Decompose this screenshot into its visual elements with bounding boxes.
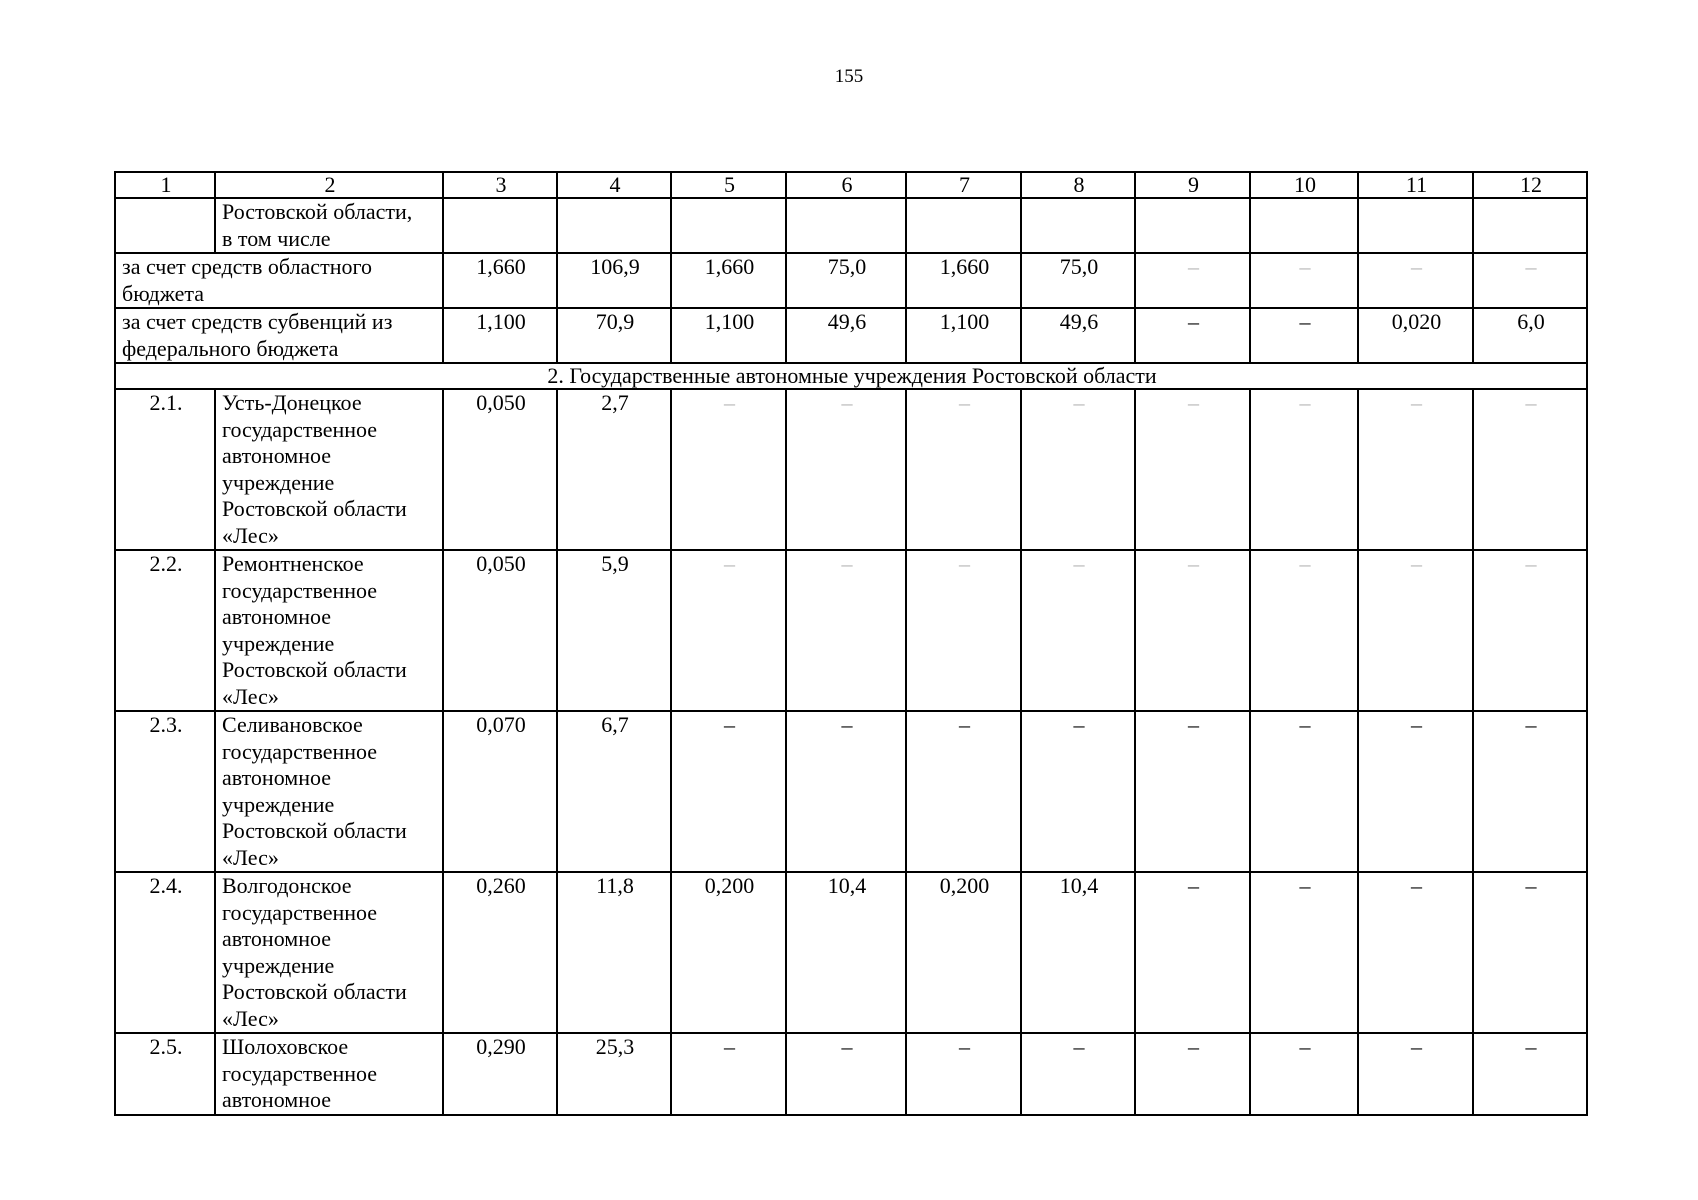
column-header: 12: [1473, 172, 1587, 198]
value-cell: –: [906, 389, 1021, 550]
empty-cell: [443, 198, 557, 253]
table-row: [115, 550, 1587, 711]
name-line: автономное: [222, 765, 332, 790]
name-line: учреждение: [222, 791, 335, 817]
name-line: Ростовской области: [222, 818, 407, 843]
name-line: Волгодонское: [222, 873, 352, 898]
value-cell: 49,6: [786, 308, 906, 363]
value-cell: –: [1473, 550, 1587, 711]
value-cell: 0,050: [443, 550, 557, 711]
value-cell: –: [1250, 711, 1358, 872]
value-cell: –: [1358, 711, 1473, 872]
table-row: [115, 711, 1587, 872]
value-cell: –: [906, 1033, 1021, 1115]
name-line: Ростовской области: [222, 496, 407, 521]
empty-cell: [1135, 198, 1250, 253]
value-cell: –: [1473, 389, 1587, 550]
empty-cell: [557, 198, 671, 253]
value-cell: –: [671, 389, 786, 550]
institution-name-cell: [215, 550, 443, 711]
value-cell: 10,4: [786, 872, 906, 1033]
name-line: государственное: [222, 416, 378, 442]
name-line: «Лес»: [222, 683, 279, 709]
value-cell: 11,8: [557, 872, 671, 1033]
value-cell: –: [1021, 550, 1135, 711]
value-cell: –: [671, 1033, 786, 1115]
column-header: 7: [906, 172, 1021, 198]
value-cell: –: [671, 550, 786, 711]
value-cell: –: [1250, 253, 1358, 308]
name-line: Усть-Донецкое: [222, 390, 362, 415]
funding-row: [115, 308, 1587, 363]
value-cell: 0,290: [443, 1033, 557, 1115]
column-header: 11: [1358, 172, 1473, 198]
value-cell: 70,9: [557, 308, 671, 363]
name-line: государственное: [222, 577, 378, 603]
name-line: Шолоховское: [222, 1034, 349, 1059]
value-cell: –: [786, 711, 906, 872]
name-line: «Лес»: [222, 844, 279, 870]
value-cell: –: [1250, 872, 1358, 1033]
institution-name-cell: [215, 872, 443, 1033]
value-cell: –: [1473, 253, 1587, 308]
name-line: Ростовской области: [222, 979, 407, 1004]
empty-cell: [1021, 198, 1135, 253]
value-cell: –: [1021, 389, 1135, 550]
column-header: 4: [557, 172, 671, 198]
label-line: за счет средств областного: [122, 254, 372, 279]
name-line: государственное: [222, 738, 378, 764]
column-header: 3: [443, 172, 557, 198]
value-cell: –: [1250, 1033, 1358, 1115]
value-cell: –: [1250, 550, 1358, 711]
name-line: Ремонтненское: [222, 551, 364, 576]
data-table: [114, 171, 1588, 1116]
name-line: Ростовской области,: [222, 199, 413, 224]
value-cell: 5,9: [557, 550, 671, 711]
institution-name-cell: [215, 1033, 443, 1115]
value-cell: –: [1250, 389, 1358, 550]
value-cell: 75,0: [786, 253, 906, 308]
funding-row: [115, 253, 1587, 308]
institution-name-cell: [215, 711, 443, 872]
empty-cell: [671, 198, 786, 253]
table-row: [115, 1033, 1587, 1115]
name-line: автономное: [222, 443, 332, 468]
continuation-row: [115, 198, 1587, 253]
value-cell: –: [671, 711, 786, 872]
empty-cell: [1358, 198, 1473, 253]
value-cell: 1,660: [906, 253, 1021, 308]
value-cell: –: [1358, 253, 1473, 308]
table-row: [115, 872, 1587, 1033]
section-title: 2. Государственные автономные учреждения Ростовской области: [115, 363, 1587, 389]
value-cell: –: [786, 550, 906, 711]
value-cell: 106,9: [557, 253, 671, 308]
value-cell: –: [1473, 1033, 1587, 1115]
name-line: государственное: [222, 899, 378, 925]
value-cell: –: [1250, 308, 1358, 363]
value-cell: –: [1135, 389, 1250, 550]
column-header: 10: [1250, 172, 1358, 198]
column-number-row: [115, 172, 1587, 198]
value-cell: –: [906, 711, 1021, 872]
value-cell: –: [906, 550, 1021, 711]
row-number: 2.4.: [115, 872, 215, 1033]
value-cell: –: [1358, 1033, 1473, 1115]
column-header: 1: [115, 172, 215, 198]
name-line: в том числе: [222, 225, 331, 251]
value-cell: –: [1135, 253, 1250, 308]
value-cell: –: [1135, 711, 1250, 872]
value-cell: –: [786, 1033, 906, 1115]
name-line: автономное: [222, 604, 332, 629]
empty-cell: [906, 198, 1021, 253]
value-cell: 1,660: [443, 253, 557, 308]
name-line: «Лес»: [222, 1005, 279, 1031]
value-cell: 10,4: [1021, 872, 1135, 1033]
row-number: 2.2.: [115, 550, 215, 711]
value-cell: –: [1473, 872, 1587, 1033]
column-header: 9: [1135, 172, 1250, 198]
value-cell: –: [1021, 1033, 1135, 1115]
label-line: за счет средств субвенций из: [122, 309, 393, 334]
value-cell: 1,660: [671, 253, 786, 308]
value-cell: 0,070: [443, 711, 557, 872]
value-cell: –: [1135, 1033, 1250, 1115]
name-line: учреждение: [222, 952, 335, 978]
name-line: государственное: [222, 1060, 378, 1086]
value-cell: –: [786, 389, 906, 550]
column-header: 8: [1021, 172, 1135, 198]
value-cell: –: [1358, 872, 1473, 1033]
institution-name-cell: [215, 389, 443, 550]
name-line: автономное: [222, 926, 332, 951]
value-cell: 0,200: [906, 872, 1021, 1033]
value-cell: –: [1135, 550, 1250, 711]
value-cell: 49,6: [1021, 308, 1135, 363]
page-number: 155: [834, 66, 864, 87]
name-line: автономное: [222, 1087, 332, 1112]
label-line: бюджета: [122, 280, 205, 306]
name-line: Ростовской области: [222, 657, 407, 682]
value-cell: 1,100: [443, 308, 557, 363]
row-number: 2.5.: [115, 1033, 215, 1115]
value-cell: 0,260: [443, 872, 557, 1033]
empty-cell: [115, 198, 215, 253]
empty-cell: [1250, 198, 1358, 253]
column-header: 5: [671, 172, 786, 198]
funding-label-cell: [115, 253, 443, 308]
value-cell: 25,3: [557, 1033, 671, 1115]
name-line: учреждение: [222, 469, 335, 495]
funding-label-cell: [115, 308, 443, 363]
name-line: Селивановское: [222, 712, 363, 737]
name-line: учреждение: [222, 630, 335, 656]
value-cell: 0,200: [671, 872, 786, 1033]
row-number: 2.3.: [115, 711, 215, 872]
row-number: 2.1.: [115, 389, 215, 550]
value-cell: 75,0: [1021, 253, 1135, 308]
column-header: 2: [215, 172, 443, 198]
empty-cell: [1473, 198, 1587, 253]
institution-name-cell: [215, 198, 443, 253]
value-cell: –: [1358, 389, 1473, 550]
value-cell: –: [1135, 308, 1250, 363]
value-cell: 6,0: [1473, 308, 1587, 363]
value-cell: 1,100: [671, 308, 786, 363]
column-header: 6: [786, 172, 906, 198]
label-line: федерального бюджета: [122, 335, 339, 361]
table-row: [115, 389, 1587, 550]
value-cell: 6,7: [557, 711, 671, 872]
value-cell: 0,050: [443, 389, 557, 550]
value-cell: –: [1135, 872, 1250, 1033]
value-cell: 1,100: [906, 308, 1021, 363]
value-cell: –: [1358, 550, 1473, 711]
name-line: «Лес»: [222, 522, 279, 548]
section-row: [115, 363, 1587, 389]
value-cell: 0,020: [1358, 308, 1473, 363]
value-cell: 2,7: [557, 389, 671, 550]
empty-cell: [786, 198, 906, 253]
value-cell: –: [1473, 711, 1587, 872]
value-cell: –: [1021, 711, 1135, 872]
